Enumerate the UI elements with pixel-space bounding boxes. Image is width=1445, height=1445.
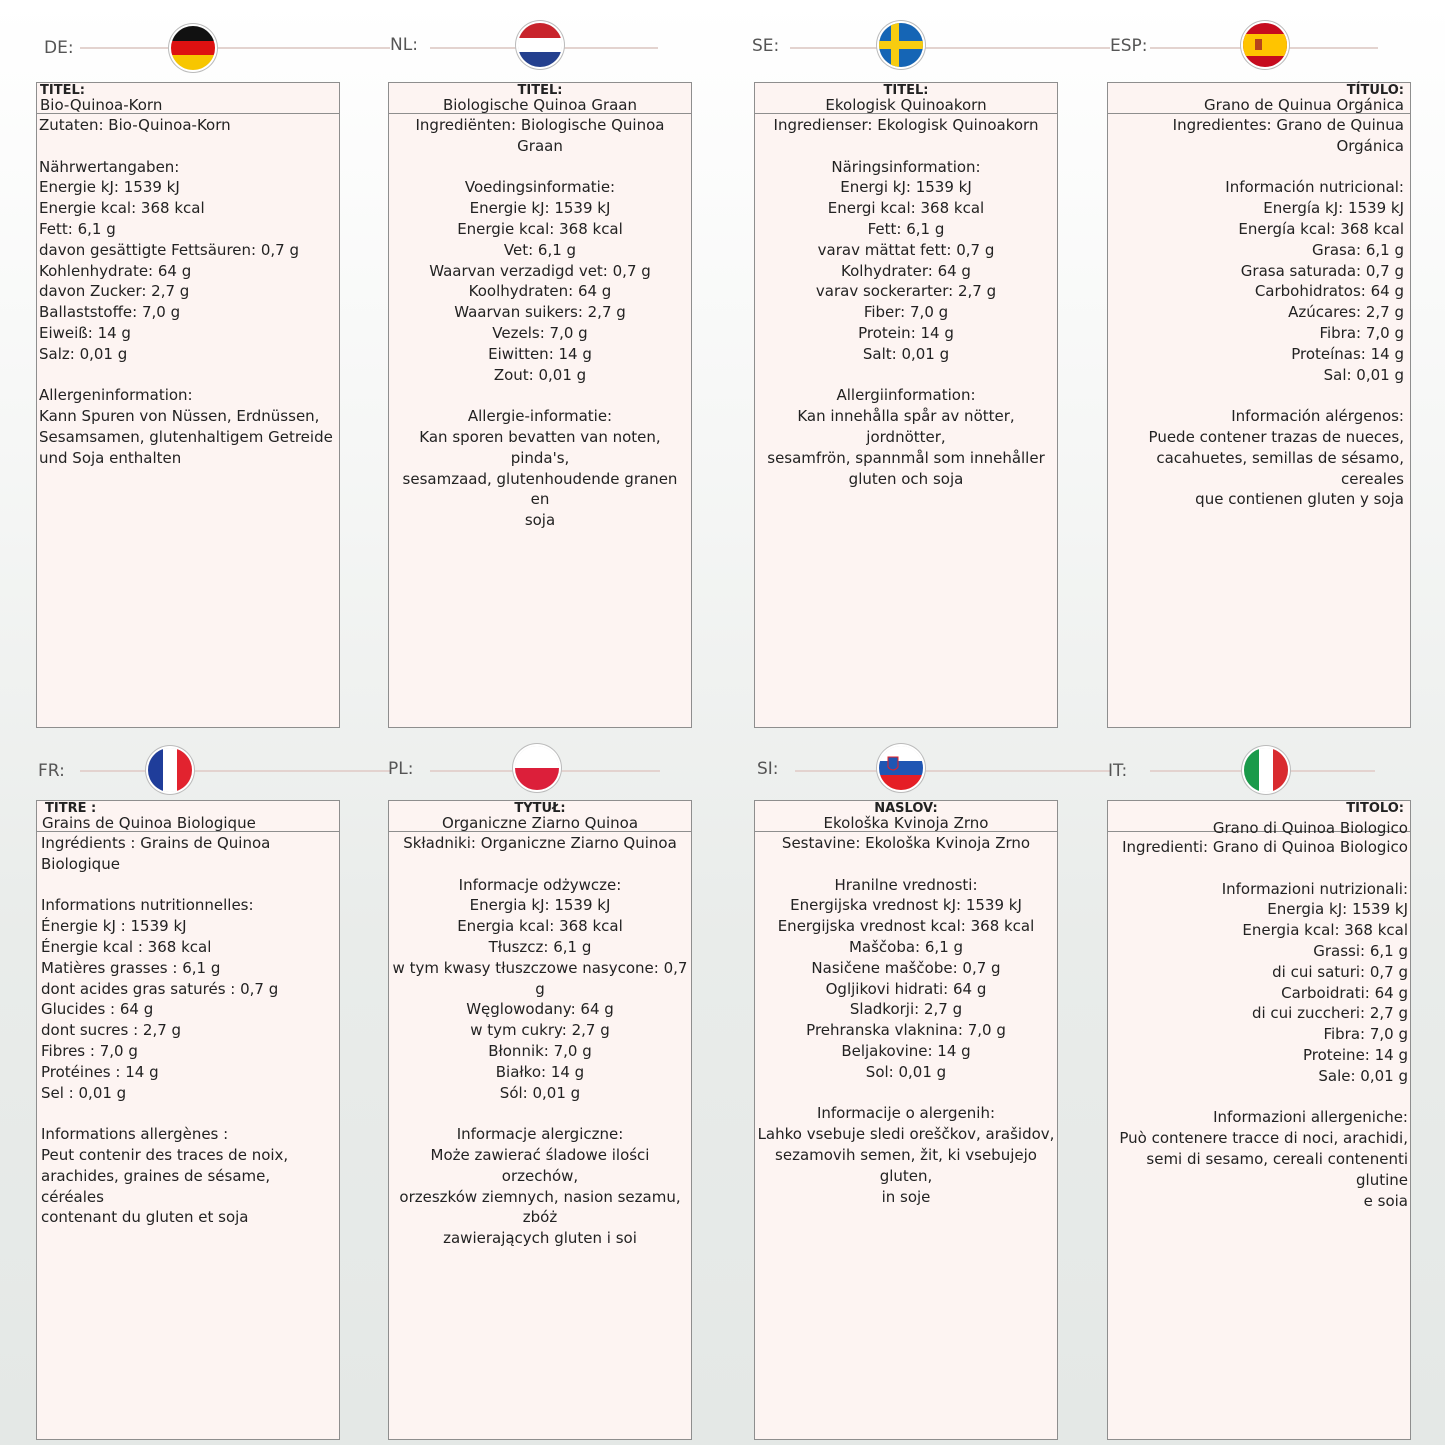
panel-header bbox=[755, 83, 1057, 114]
netherlands-flag-icon bbox=[518, 23, 562, 67]
lang-code-nl: NL: bbox=[390, 35, 418, 55]
product-title: Ekologisk Quinoakorn bbox=[825, 96, 987, 114]
germany-flag-icon bbox=[171, 26, 215, 70]
divider-line bbox=[795, 770, 1110, 772]
title-label: TYTUŁ: bbox=[514, 801, 566, 816]
panel-header bbox=[1108, 83, 1410, 114]
title-label: TÍTULO: bbox=[1346, 83, 1404, 98]
panel-header bbox=[37, 801, 339, 832]
lang-code-esp: ESP: bbox=[1110, 36, 1148, 56]
label-panel-fr bbox=[36, 800, 340, 1440]
lang-code-si: SI: bbox=[757, 759, 779, 779]
product-title: Organiczne Ziarno Quinoa bbox=[441, 814, 639, 832]
panel-header bbox=[389, 801, 691, 832]
slovenia-flag-icon bbox=[879, 746, 923, 790]
title-label: NASLOV: bbox=[874, 801, 938, 816]
label-text: Ingredienti: Grano di Quinoa Biologico Informazioni nutrizionali: Energia kJ: 1539 kJ Energia kcal: 368 kcal Grassi: 6,1 g di cui saturi: 0,7 g Carboidrati: 64 g di cui zuccheri: 2,7 g Fibra: 7,0 g Proteine: 14 g Sale: 0,01 g Informazioni allergeniche: Può contenere tracce di noci, arachidi, semi di sesamo, cereali contenenti glutine e soia bbox=[1119, 838, 1408, 1210]
label-text: Zutaten: Bio-Quinoa-Korn Nährwertangaben: Energie kJ: 1539 kJ Energie kcal: 368 kcal Fett: 6,1 g davon gesättigte Fettsäuren: 0,7 g Kohlenhydrate: 64 g davon Zucker: 2,7 g Ballaststoffe: 7,0 g Eiweiß: 14 g Salz: 0,01 g Allergeninformation: Kann Spuren von Nüssen, Erdnüssen, Sesamsamen, glutenhaltigem Getreide und Soja enthalten bbox=[39, 116, 333, 467]
label-panel-se bbox=[754, 82, 1058, 728]
italy-flag-icon bbox=[1244, 748, 1288, 792]
divider-line bbox=[790, 47, 1110, 49]
label-text: Ingredienser: Ekologisk Quinoakorn Näringsinformation: Energi kJ: 1539 kJ Energi kcal: 368 kcal Fett: 6,1 g varav mättat fett: 0,7 g Kolhydrater: 64 g varav sockerarter: 2,7 g Fiber: 7,0 g Protein: 14 g Salt: 0,01 g Allergiinformation: Kan innehålla spår av nötter, jordnötter, sesamfrön, spannmål som innehåller gluten och soja bbox=[767, 116, 1045, 488]
label-text: Ingrediënten: Biologische Quinoa Graan Voedingsinformatie: Energie kJ: 1539 kJ Energie kcal: 368 kcal Vet: 6,1 g Waarvan verzadigd vet: 0,7 g Koolhydraten: 64 g Waarvan suikers: 2,7 g Vezels: 7,0 g Eiwitten: 14 g Zout: 0,01 g Allergie-informatie: Kan sporen bevatten van noten, pinda's, sesamzaad, glutenhoudende granen en soja bbox=[402, 116, 678, 530]
label-panel-esp bbox=[1107, 82, 1411, 728]
product-title: Grano di Quinoa Biologico bbox=[1212, 819, 1408, 837]
lang-code-pl: PL: bbox=[388, 759, 414, 779]
product-title: Bio-Quinoa-Korn bbox=[40, 96, 163, 114]
panel-header bbox=[755, 801, 1057, 832]
title-label: TITEL: bbox=[517, 83, 563, 98]
spain-flag-icon bbox=[1243, 23, 1287, 67]
panel-header bbox=[389, 83, 691, 114]
label-panel-si bbox=[754, 800, 1058, 1440]
lang-code-de: DE: bbox=[44, 38, 74, 58]
poland-flag-icon bbox=[515, 746, 559, 790]
lang-code-it: IT: bbox=[1108, 761, 1128, 781]
lang-code-se: SE: bbox=[752, 36, 780, 56]
panel-header bbox=[1108, 801, 1410, 837]
title-label: TITEL: bbox=[883, 83, 929, 98]
divider-line bbox=[80, 770, 390, 772]
label-text: Składniki: Organiczne Ziarno Quinoa Informacje odżywcze: Energia kJ: 1539 kJ Energia kcal: 368 kcal Tłuszcz: 6,1 g w tym kwasy tłuszczowe nasycone: 0,7 g Węglowodany: 64 g w tym cukry: 2,7 g Błonnik: 7,0 g Białko: 14 g Sól: 0,01 g Informacje alergiczne: Może zawierać śladowe ilości orzechów, orzeszków ziemnych, nasion sezamu, zbóż zawierających gluten i soi bbox=[392, 834, 688, 1248]
product-title: Biologische Quinoa Graan bbox=[442, 96, 638, 114]
label-text: Ingrédients : Grains de Quinoa Biologique Informations nutritionnelles: Énergie kJ : 1539 kJ Énergie kcal : 368 kcal Matières grasses : 6,1 g dont acides gras saturés : 0,7 g Glucides : 64 g dont sucres : 2,7 g Fibres : 7,0 g Protéines : 14 g Sel : 0,01 g Informations allergènes : Peut contenir des traces de noix, arachides, graines de sésame, céréales contenant du gluten et soja bbox=[41, 834, 289, 1227]
label-panel-pl bbox=[388, 800, 692, 1440]
label-panel-it bbox=[1107, 800, 1411, 1440]
panel-header bbox=[37, 83, 339, 114]
title-label: TITOLO: bbox=[1346, 801, 1404, 816]
sweden-flag-icon bbox=[879, 23, 923, 67]
label-panel-nl bbox=[388, 82, 692, 728]
product-title: Grano de Quinua Orgánica bbox=[1204, 96, 1404, 114]
label-text: Ingredientes: Grano de Quinua Orgánica Información nutricional: Energía kJ: 1539 kJ Energía kcal: 368 kcal Grasa: 6,1 g Grasa saturada: 0,7 g Carbohidratos: 64 g Azúcares: 2,7 g Fibra: 7,0 g Proteínas: 14 g Sal: 0,01 g Información alérgenos: Puede contener trazas de nueces, cacahuetes, semillas de sésamo, cereales que contienen gluten y soja bbox=[1148, 116, 1404, 509]
lang-code-fr: FR: bbox=[38, 761, 65, 781]
product-title: Ekološka Kvinoja Zrno bbox=[823, 814, 989, 832]
label-text: Sestavine: Ekološka Kvinoja Zrno Hranilne vrednosti: Energijska vrednost kJ: 1539 kJ Energijska vrednost kcal: 368 kcal Maščoba: 6,1 g Nasičene maščobe: 0,7 g Ogljikovi hidrati: 64 g Sladkorji: 2,7 g Prehranska vlaknina: 7,0 g Beljakovine: 14 g Sol: 0,01 g Informacije o alergenih: Lahko vsebuje sledi oreščkov, arašidov, sezamovih semen, žit, ki vsebujejo gluten, in soje bbox=[757, 834, 1055, 1206]
title-label: TITRE : bbox=[45, 801, 97, 816]
label-panel-de bbox=[36, 82, 340, 728]
france-flag-icon bbox=[148, 748, 192, 792]
title-label: TITEL: bbox=[40, 83, 85, 98]
product-title: Grains de Quinoa Biologique bbox=[42, 814, 256, 832]
divider-line bbox=[80, 47, 390, 49]
